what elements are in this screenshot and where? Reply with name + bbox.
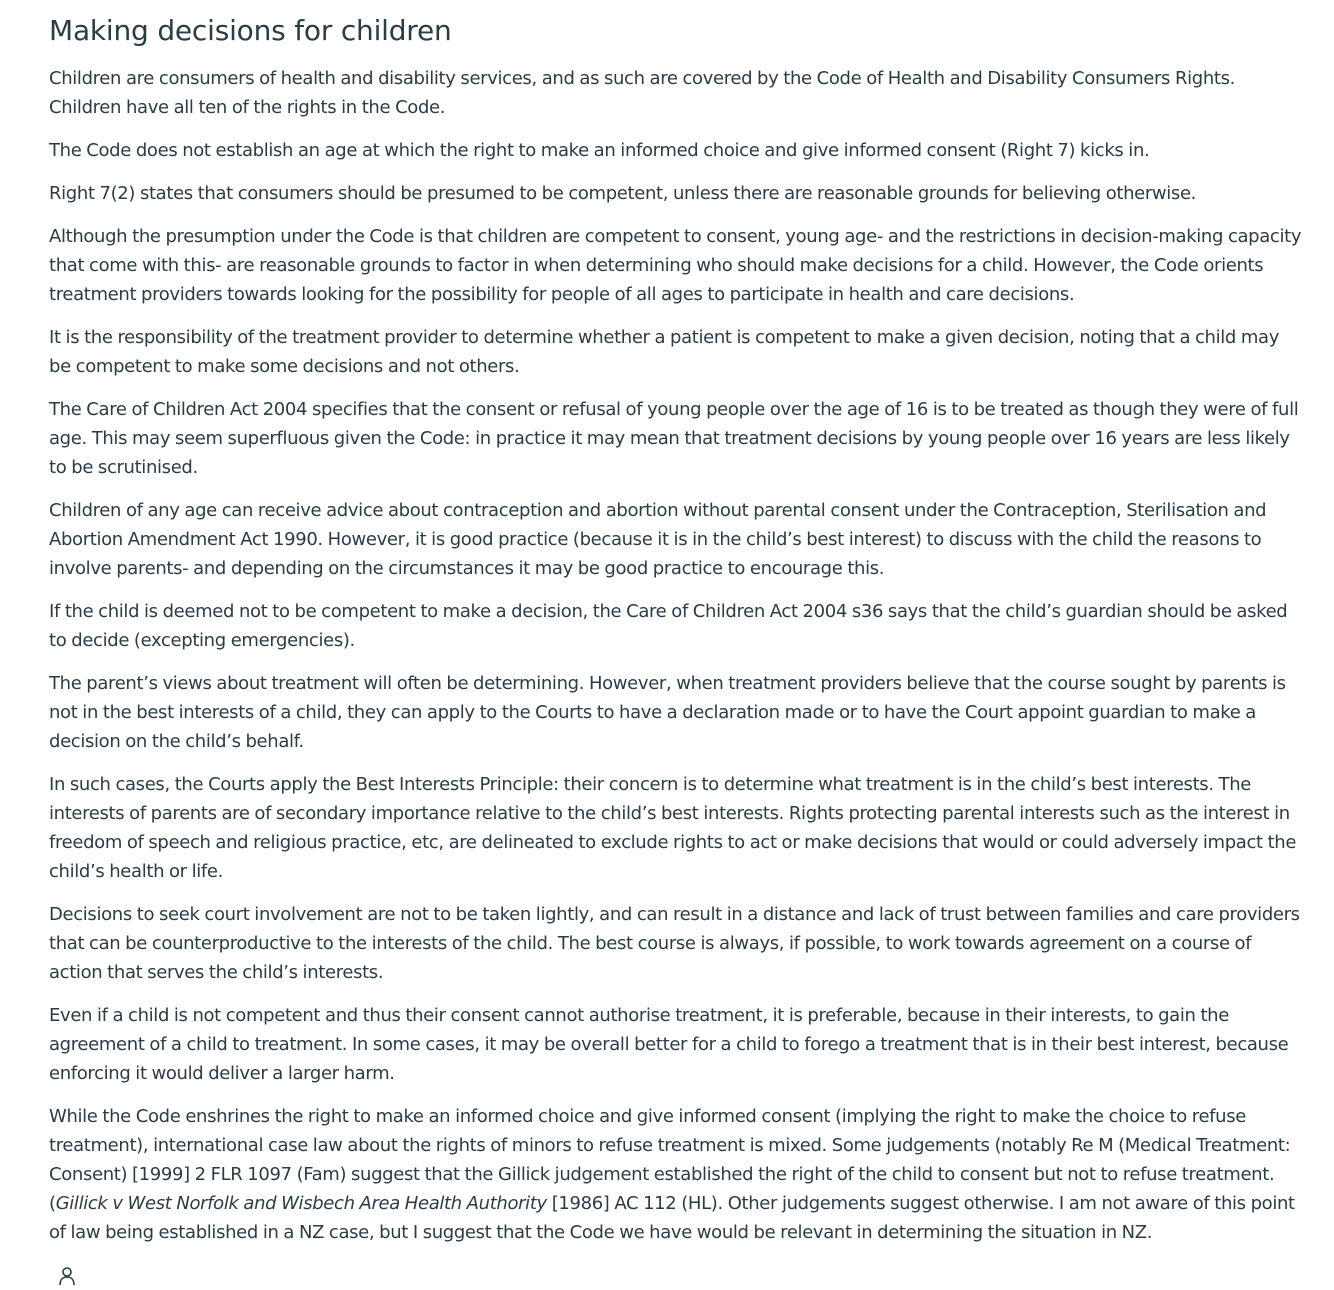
paragraph-provider-responsibility: It is the responsibility of the treatment provider to determine whether a patient is competent to make a given decision, noting that a child may be competent to make some decisions and not others. (49, 327, 1280, 377)
paragraph-presumption-competence: Although the presumption under the Code is that children are competent to consent, young age- and the restrictions in decision-making capacity that come with this- are reasonable grounds to factor in when determining who should make decisions for a child. However, the Code orients treatment providers towards looking for the possibility for people of all ages to participate in health and care decisions. (49, 226, 1302, 305)
paragraph-child-agreement: Even if a child is not competent and thus their consent cannot authorise treatment, it is preferable, because in their interests, to gain the agreement of a child to treatment. In some cases, it may be overall better for a child to forego a treatment that is in their best interest, because enforcing it would deliver a larger harm. (49, 1005, 1289, 1084)
paragraph-care-of-children-act: The Care of Children Act 2004 specifies that the consent or refusal of young people over the age of 16 is to be treated as though they were of full age. This may seem superfluous given the Code: in practice it may mean that treatment decisions by young people over 16 years are less likely to be scrutinised. (49, 399, 1299, 478)
paragraph-contraception-advice: Children of any age can receive advice about contraception and abortion without parental consent under the Contraception, Sterilisation and Abortion Amendment Act 1990. However, it is good practice (because it is in the child’s best interest) to discuss with the child the reasons to involve parents- and depending on the circumstances it may be good practice to encourage this. (49, 500, 1267, 579)
paragraph-best-interests-principle: In such cases, the Courts apply the Best Interests Principle: their concern is to determine what treatment is in the child’s best interests. The interests of parents are of secondary importance relative to the child’s best interests. Rights protecting parental interests such as the interest in freedom of speech and religious practice, etc, are delineated to exclude rights to act or make decisions that would or could adversely impact the child’s health or life. (49, 774, 1297, 882)
paragraph-children-consumers: Children are consumers of health and disability services, and as such are covered by the Code of Health and Disability Consumers Rights. Children have all ten of the rights in the Code. (49, 68, 1235, 118)
paragraph-parents-views: The parent’s views about treatment will often be determining. However, when treatment providers believe that the course sought by parents is not in the best interests of a child, they can apply to the Courts to have a declaration made or to have the Court appoint guardian to make a decision on the child’s behalf. (49, 673, 1286, 752)
paragraph-court-involvement: Decisions to seek court involvement are not to be taken lightly, and can result in a distance and lack of trust between families and care providers that can be counterproductive to the interests of the child. The best course is always, if possible, to work towards agreement on a course of action that serves the child’s interests. (49, 904, 1300, 983)
case-law-text-part2: [1986] AC 112 (HL). Other judgements suggest otherwise. I am not aware of this point of law being established in a NZ case, but I suggest that the Code we have would be relevant in determining the situation in NZ. (49, 1193, 1295, 1243)
paragraph-no-age-established: The Code does not establish an age at which the right to make an informed choice and give informed consent (Right 7) kicks in. (49, 140, 1150, 161)
paragraph-case-law (49, 1102, 1305, 1247)
user-icon[interactable] (58, 1266, 76, 1286)
paragraph-guardian-decides: If the child is deemed not to be competent to make a decision, the Care of Children Act 2004 s36 says that the child’s guardian should be asked to decide (excepting emergencies). (49, 601, 1288, 651)
paragraph-right-7-2: Right 7(2) states that consumers should be presumed to be competent, unless there are reasonable grounds for believing otherwise. (49, 183, 1197, 204)
article-content (49, 0, 1305, 1261)
page-title: Making decisions for children (49, 14, 452, 47)
case-citation-name: Gillick v West Norfolk and Wisbech Area Health Authority (55, 1193, 547, 1214)
case-law-text-part1: While the Code enshrines the right to make an informed choice and give informed consent (implying the right to make the choice to refuse treatment), international case law about the rights of minors to refuse treatment is mixed. Some judgements (notably Re M (Medical Treatment: Consent) [1999] 2 FLR 1097 (Fam) suggest that the Gillick judgement established the right of the child to consent but not to refuse treatment. ( (49, 1106, 1291, 1214)
